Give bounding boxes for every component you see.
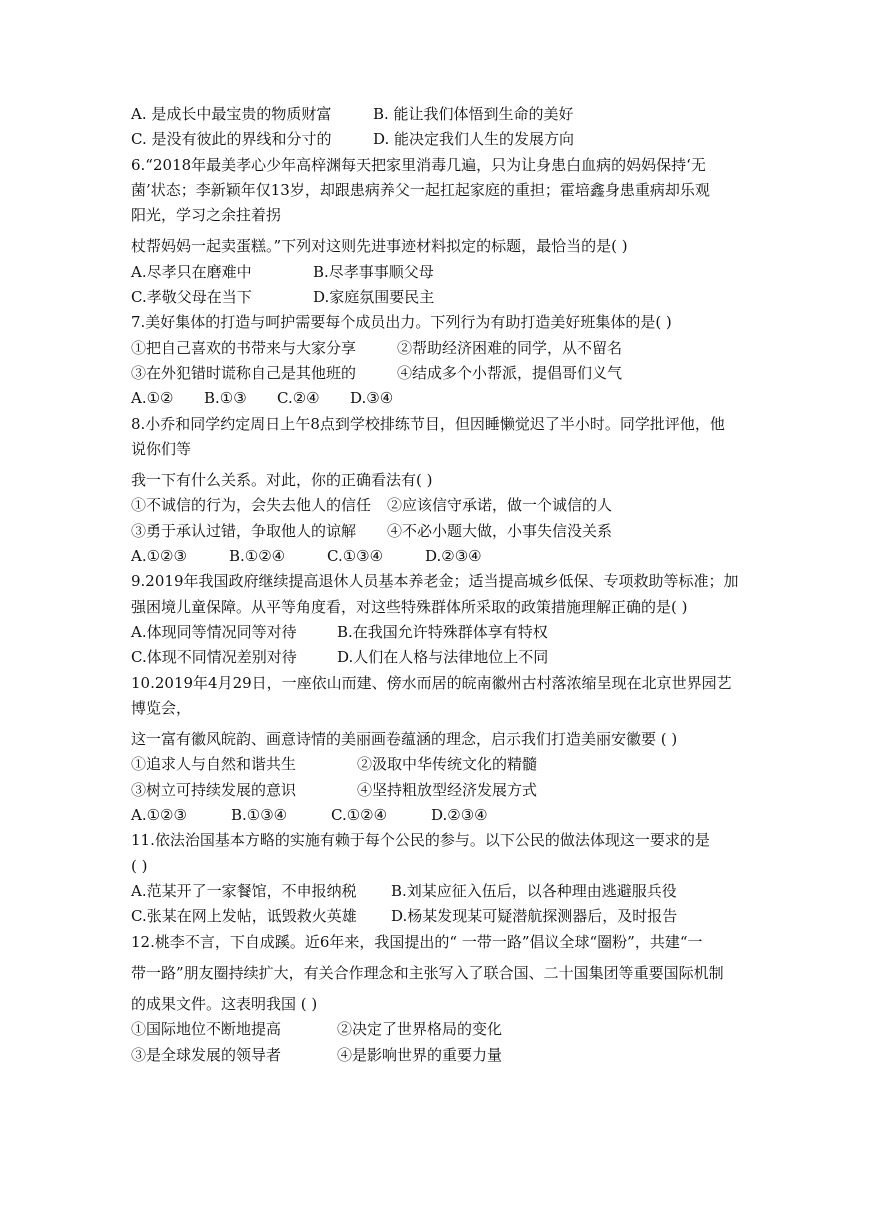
q5-options-row-2	[131, 127, 751, 152]
q11-option-b[interactable]: B.刘某应征入伍后，以各种理由逃避服兵役	[391, 881, 677, 900]
q7-statement-3: ③在外犯错时谎称自己是其他班的	[131, 363, 357, 382]
q10-statement-4: ④坚持粗放型经济发展方式	[357, 780, 538, 799]
q6-option-d[interactable]: D.家庭氛围要民主	[313, 288, 435, 307]
q6-option-c[interactable]: C.孝敬父母在当下	[131, 288, 252, 307]
q6-options-row-1	[131, 260, 751, 285]
q12-stem-line: 的成果文件。这表明我国 ( )	[131, 995, 318, 1014]
q10-statements-row-2	[131, 778, 751, 803]
q8-choice-c[interactable]: C.①③④	[327, 547, 384, 566]
q10-choice-a[interactable]: A.①②③	[131, 806, 187, 825]
q10-statement-2: ②汲取中华传统文化的精髓	[357, 755, 538, 774]
exam-page	[131, 102, 751, 1068]
q8-statement-1: ①不诚信的行为，会失去他人的信任	[131, 496, 372, 515]
q11-options-row-2	[131, 904, 751, 929]
q11-options-row-1	[131, 879, 751, 904]
q10-choice-d[interactable]: D.②③④	[431, 806, 488, 825]
q9-options-row-2	[131, 645, 751, 670]
q5-option-c[interactable]: C. 是没有彼此的界线和分寸的	[131, 130, 332, 149]
q6-stem-line: 杖帮妈妈一起卖蛋糕。”下列对这则先进事迹材料拟定的标题，最恰当的是( )	[131, 237, 628, 256]
q8-stem-line: 我一下有什么关系。对此，你的正确看法有( )	[131, 471, 433, 490]
q6-stem-line: 阳光，学习之余拄着拐	[131, 206, 282, 225]
q12-statements-row-1	[131, 1017, 751, 1042]
q10-stem-line: 10.2019年4月29日，一座依山而建、傍水而居的皖南徽州古村落浓缩呈现在北京世界园艺	[131, 673, 732, 692]
q11-stem-line: ( )	[131, 856, 148, 875]
q7-choices-row	[131, 386, 751, 411]
q11-stem-line: 11.依法治国基本方略的实施有赖于每个公民的参与。以下公民的做法体现这一要求的是	[131, 831, 710, 850]
q5-option-b[interactable]: B. 能让我们体悟到生命的美好	[373, 105, 574, 123]
q11-option-c[interactable]: C.张某在网上发帖，诋毁救火英雄	[131, 907, 357, 926]
q7-choice-d[interactable]: D.③④	[350, 389, 394, 408]
q8-statements-row-1	[131, 493, 751, 518]
q9-stem-line: 9.2019年我国政府继续提高退休人员基本养老金；适当提高城乡低保、专项救助等标准；加	[131, 572, 739, 591]
q8-choice-b[interactable]: B.①②④	[229, 547, 286, 566]
q12-statement-1: ①国际地位不断地提高	[131, 1020, 282, 1039]
q11-option-a[interactable]: A.范某开了一家餐馆，不申报纳税	[131, 881, 357, 900]
q10-statement-3: ③树立可持续发展的意识	[131, 780, 297, 799]
q7-statement-1: ①把自己喜欢的书带来与大家分享	[131, 338, 357, 357]
q10-stem-line: 这一富有徽风皖韵、画意诗情的美丽画卷蕴涵的理念，启示我们打造美丽安徽要 ( )	[131, 730, 678, 749]
q5-option-d[interactable]: D. 能决定我们人生的发展方向	[373, 130, 575, 149]
q10-choice-b[interactable]: B.①③④	[231, 806, 288, 825]
q9-stem-line: 强困境儿童保障。从平等角度看，对这些特殊群体所采取的政策措施理解正确的是( )	[131, 597, 688, 616]
q12-statement-4: ④是影响世界的重要力量	[337, 1045, 503, 1064]
q8-statement-4: ④不必小题大做，小事失信没关系	[387, 521, 613, 540]
q12-stem-line: 带一路”朋友圈持续扩大，有关合作理念和主张写入了联合国、二十国集团等重要国际机制	[131, 963, 724, 982]
q7-choice-c[interactable]: C.②④	[277, 389, 320, 408]
q7-statements-row-2	[131, 361, 751, 386]
q9-options-row-1	[131, 620, 751, 645]
q9-option-b[interactable]: B.在我国允许特殊群体享有特权	[337, 622, 548, 641]
q7-stem-line: 7.美好集体的打造与呵护需要每个成员出力。下列行为有助打造美好班集体的是( )	[131, 313, 672, 332]
q8-stem-line: 说你们等	[131, 439, 192, 458]
q8-statement-3: ③勇于承认过错，争取他人的谅解	[131, 521, 357, 540]
q7-choice-b[interactable]: B.①③	[204, 389, 247, 408]
q5-option-a[interactable]: A. 是成长中最宝贵的物质财富	[131, 105, 332, 123]
q7-statement-4: ④结成多个小帮派，提倡哥们义气	[397, 363, 623, 382]
q8-statements-row-2	[131, 519, 751, 544]
q12-statement-3: ③是全球发展的领导者	[131, 1045, 282, 1064]
q10-choices-row	[131, 803, 751, 828]
q6-option-b[interactable]: B.尽孝事事顺父母	[313, 262, 434, 281]
q8-choices-row	[131, 544, 751, 569]
q12-stem-line: 12.桃李不言，下自成蹊。近6年来，我国提出的“ 一带一路”倡议全球“圈粉”，共建“一	[131, 932, 703, 951]
q6-stem-line: 菌’状态；李新颖年仅13岁，却跟患病养父一起扛起家庭的重担；霍培鑫身患重病却乐观	[131, 180, 710, 199]
q9-option-a[interactable]: A.体现同等情况同等对待	[131, 622, 297, 641]
q12-statements-row-2	[131, 1043, 751, 1068]
q5-options-row-1	[131, 102, 751, 127]
q7-statements-row-1	[131, 336, 751, 361]
q9-option-d[interactable]: D.人们在人格与法律地位上不同	[337, 648, 549, 667]
q8-statement-2: ②应该信守承诺，做一个诚信的人	[387, 496, 613, 515]
q10-statements-row-1	[131, 752, 751, 777]
q8-stem-line: 8.小乔和同学约定周日上午8点到学校排练节目，但因睡懒觉迟了半小时。同学批评他，他	[131, 414, 725, 433]
q10-statement-1: ①追求人与自然和谐共生	[131, 755, 297, 774]
q7-choice-a[interactable]: A.①②	[131, 389, 174, 408]
q9-option-c[interactable]: C.体现不同情况差别对待	[131, 648, 297, 667]
q11-option-d[interactable]: D.杨某发现某可疑潜航探测器后，及时报告	[391, 907, 678, 926]
q8-choice-d[interactable]: D.②③④	[425, 547, 482, 566]
q10-stem-line: 博览会，	[131, 698, 192, 717]
q6-options-row-2	[131, 285, 751, 310]
q10-choice-c[interactable]: C.①②④	[331, 806, 388, 825]
q12-statement-2: ②决定了世界格局的变化	[337, 1020, 503, 1039]
q6-stem-line: 6.“2018年最美孝心少年高梓渊每天把家里消毒几遍，只为让身患白血病的妈妈保持‘无	[131, 155, 706, 174]
q6-option-a[interactable]: A.尽孝只在磨难中	[131, 262, 252, 281]
q8-choice-a[interactable]: A.①②③	[131, 547, 187, 566]
q7-statement-2: ②帮助经济困难的同学，从不留名	[397, 338, 623, 357]
